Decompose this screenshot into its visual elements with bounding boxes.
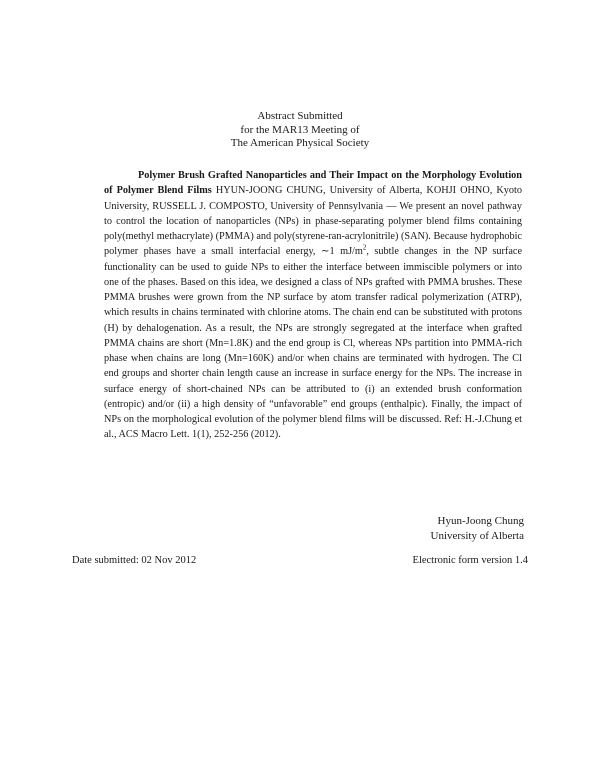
abstract-text-part2: , subtle changes in the NP surface functionality can be used to guide NPs to either the interface between immiscible polymers or into one of the phases. Based on this idea, we designed a class of NPs grafted with PMMA brushes. These PMMA brushes were grown from the NP surface by atom transfer radical polymerization (ATRP), which results in chains terminated with chlorine atoms. The chain end can be substituted with protons (H) by dehalogenation. As a result, the NPs are strongly segregated at the interface when grafted PMMA chains are short (Mn=1.8K) and the end group is Cl, whereas NPs partition into PMMA-rich phase when chains are long (Mn=160K) and/or when chains are terminated with hydrogen. The Cl end groups and shorter chain length cause an increase in surface energy for the NPs. The increase in surface energy of short-chained NPs can be attributed to (i) an extended brush conformation (entropic) and/or (ii) a high density of “unfavorable” end groups (enthalpic). Finally, the impact of NPs on the morphological evolution of the polymer blend films will be discussed. Ref: H.-J.Chung et al., ACS Macro Lett. 1(1), 252-256 (2012). — [104, 246, 522, 441]
signature-name: Hyun-Joong Chung — [437, 515, 524, 527]
form-version: Electronic form version 1.4 — [412, 555, 528, 566]
date-submitted: Date submitted: 02 Nov 2012 — [72, 555, 197, 566]
abstract-title: Polymer Brush Grafted Nanoparticles and Their Impact on the Morphology Evolution of Polymer Blend Films — [104, 170, 522, 197]
abstract-superscript: 2 — [362, 243, 367, 252]
signature-affiliation: University of Alberta — [430, 530, 524, 542]
header-line-abstract-submitted: Abstract Submitted — [257, 110, 343, 122]
signature-block — [431, 514, 524, 544]
header-line-meeting: for the MAR13 Meeting of — [240, 123, 360, 136]
submission-header — [0, 110, 600, 151]
abstract-authors: HYUN-JOONG CHUNG, University of Alberta, KOHJI OHNO, Kyoto University, RUSSELL J. COMPOSTO, University of Pennsylvania — [104, 185, 523, 212]
abstract-separator: — — [386, 200, 397, 212]
abstract-body — [104, 168, 522, 443]
abstract-text-part1: We present an novel pathway to control the location of nanoparticles (NPs) in phase-separating polymer blend films containing poly(methyl methacrylate) (PMMA) and poly(styrene-ran-acrylonitrile) (SAN). Because hydrophobic polymer phases have a small interfacial energy, ∼1 mJ/m — [104, 200, 522, 258]
header-line-society: The American Physical Society — [230, 137, 370, 149]
